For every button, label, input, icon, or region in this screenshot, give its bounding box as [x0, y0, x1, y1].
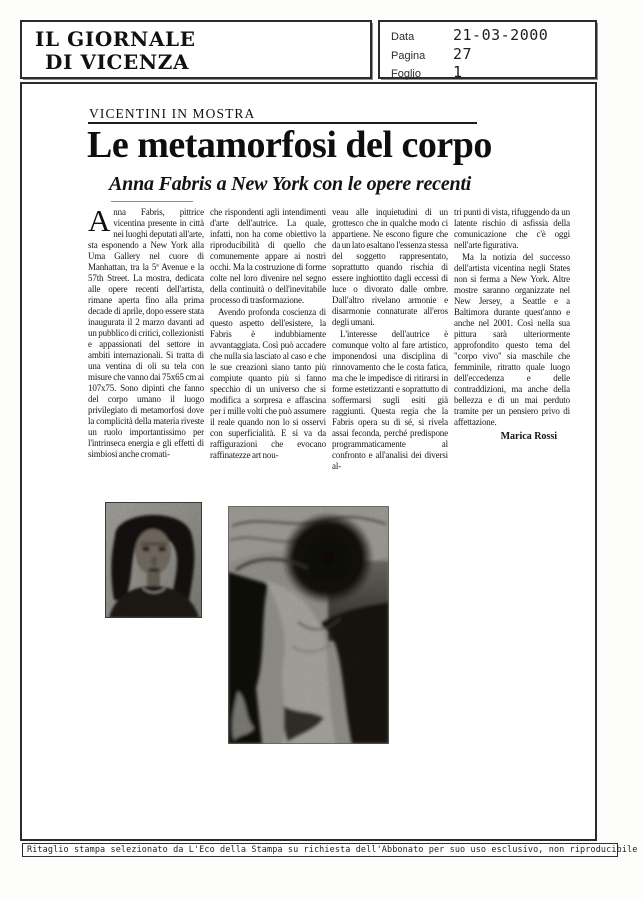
article-column-3	[332, 207, 448, 472]
drop-cap: A	[88, 203, 111, 238]
paragraph-text: nna Fabris, pittrice vicentina presente in città nei luoghi deputati all'arte, sta esponendo a New York alla Uma Gallery nel cuore di Manhattan, tra la 5ª Avenue e la 57th Street. La mostra, dedicata alle opere recenti dell'artista, rimane aperta fino alla prima decade di aprile, dopo essere stata inaugurata il 2 marzo davanti ad un pubblico di critici, collezionisti e appassionati del settore in ambiti internazionali. Si tratta di una ventina di oli su tela con misure che vanno dai 75x65 cm ai 107x75. Sono dipinti che fanno del corpo umano il luogo privilegiato di metamorfosi dove la complicità della materia riveste un ruolo importantissimo per l'intrinseca energia e gli effetti di simbiosi anche cromati-	[88, 207, 204, 459]
article-column-2	[210, 207, 326, 461]
meta-row-data	[391, 27, 595, 46]
meta-value-foglio: 1	[453, 63, 463, 81]
meta-row-pagina	[391, 46, 595, 65]
meta-label-foglio: Foglio	[391, 68, 421, 80]
paragraph: tri punti di vista, rifuggendo da un latente rischio di asfissia della comunicazione che c'è oggi nell'arte figurativa.	[454, 207, 570, 250]
byline: Marica Rossi	[500, 431, 557, 442]
kicker: VICENTINI IN MOSTRA	[89, 106, 256, 121]
portrait-photo	[105, 502, 202, 618]
footer-text: Ritaglio stampa selezionato da L'Eco della Stampa su richiesta dell'Abbonato per suo uso esclusivo, non riproducibile	[27, 845, 638, 855]
meta-value-data: 21-03-2000	[453, 26, 549, 44]
paragraph: Avendo profonda coscienza di questo aspetto dell'esistere, la Fabris è indubbiamente avvantaggiata. Così può accadere che nulla sia lasciato al caso e che le sue creazioni siano tanto più compiute quanto più si fanno specchio di un universo che si modifica a sorpresa e affascina per i mille volti che può assumere il reale quando non lo si osservi con superficialità. E si va da raffigurazioni che evocano raffinatezze art nou-	[210, 307, 326, 460]
masthead-line2: DI VICENZA	[45, 50, 190, 74]
paragraph	[88, 203, 204, 460]
paragraph: L'interesse dell'autrice è comunque volto al fare artistico, imponendosi una disciplina di rinnovamento che le costa fatica, ma che le impedisce di ritirarsi in forme estetizzanti e soprattutto di soffermarsi sugli esiti già raggiunti. Questa regia che la Fabris opera su di sé, si rivela assai feconda, perché predispone programmaticamente al confronto e all'analisi dei diversi al-	[332, 329, 448, 471]
subhead-rule	[111, 201, 193, 202]
masthead-line1: IL GIORNALE	[35, 27, 196, 51]
article-box	[20, 82, 597, 841]
meta-label-pagina: Pagina	[391, 49, 426, 62]
artwork-photo	[228, 506, 389, 744]
headline: Le metamorfosi del corpo	[87, 124, 492, 166]
article-column-4	[454, 207, 570, 442]
meta-box	[378, 20, 597, 79]
masthead-box	[20, 20, 372, 79]
article-column-1	[88, 203, 204, 460]
footer-strip	[22, 843, 638, 857]
meta-row-foglio	[391, 64, 595, 83]
paragraph: veau alle inquietudini di un grottesco che in qualche modo ci appartiene. Ne escono figure che da un lato esaltano l'essenza stessa del soggetto rappresentato, soprattutto quando rischia di essere inghiottito dagli eccessi di luce o divorato dalle ombre. Dall'altro rivelano armonie e disarmonie connaturate all'eros degli umani.	[332, 207, 448, 327]
paragraph: Ma la notizia del successo dell'artista vicentina negli States non si ferma a New York. Altre mostre saranno organizzate nel New Jersey, a Seattle e a Baltimora durante quest'anno e anche nel 2001. Così nella sua pittura sarà ulteriormente approfondito questo tema del "corpo vivo" sia maschile che femminile, ritratto quale luogo dell'eccedenza e delle contraddizioni, ma anche della bellezza e di un mai perduto tramite per un pensiero privo di affettazione.	[454, 252, 570, 427]
subhead: Anna Fabris a New York con le opere recenti	[109, 173, 472, 195]
meta-label-data: Data	[391, 31, 415, 43]
paragraph: che rispondenti agli intendimenti d'arte dell'autrice. La quale, infatti, non ha come obiettivo la riproducibilità di quello che comunemente appare ai nostri occhi. Ma la costruzione di forme colte nel loro divenire nel segno della continuità o dell'inevitabile processo di trasformazione.	[210, 207, 326, 305]
meta-value-pagina: 27	[453, 44, 473, 63]
newspaper-title	[22, 22, 370, 74]
